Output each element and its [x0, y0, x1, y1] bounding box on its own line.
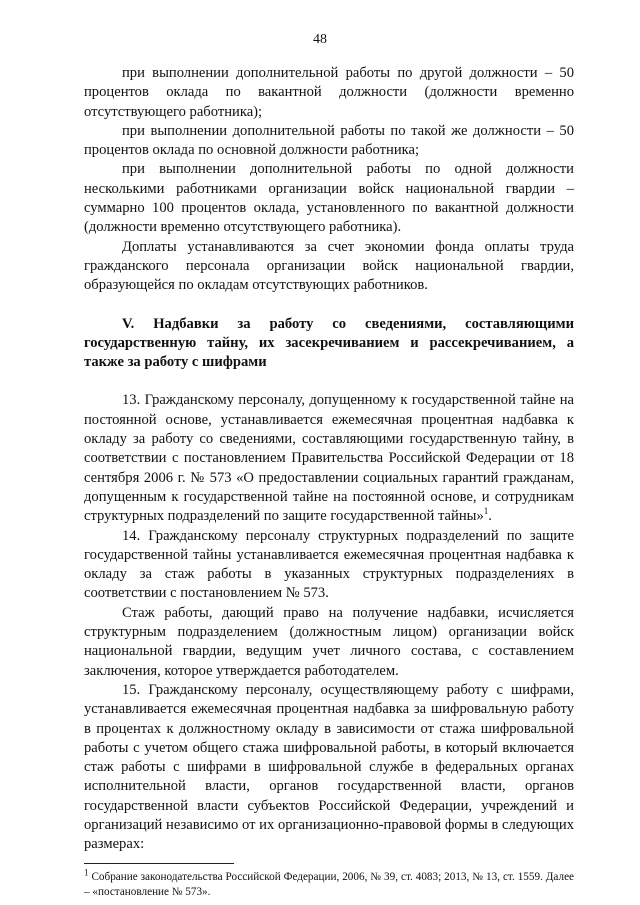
- paragraph-service-length: Стаж работы, дающий право на получение надбавки, исчисляется структурным подразделением (должностным лицом) организации войск национальной гвардии, ведущим учет личного состава, с составлением заключения, которое утверждается работодателем.: [84, 604, 574, 679]
- page-number: 48: [313, 32, 327, 47]
- page-content: [84, 64, 574, 900]
- footnote-text: Собрание законодательства Российской Федерации, 2006, № 39, ст. 4083; 2013, № 13, ст. 1559. Далее – «постановление № 573».: [84, 870, 575, 898]
- paragraph-additional-other-position: при выполнении дополнительной работы по другой должности – 50 процентов оклада по вакантной должности (должности временно отсутствующего работника);: [84, 65, 574, 120]
- paragraph-additional-same-position: при выполнении дополнительной работы по такой же должности – 50 процентов оклада по основной должности работника;: [84, 122, 574, 159]
- paragraph-14: 14. Гражданскому персоналу структурных подразделений по защите государственной тайны устанавливается ежемесячная процентная надбавка к окладу за стаж работы в указанных структурных подразделениях в соответствии с постановлением № 573.: [84, 527, 574, 602]
- paragraph-13-text: 13. Гражданскому персоналу, допущенному к государственной тайне на постоянной основе, устанавливается ежемесячная процентная надбавка к окладу за работу со сведениями, составляющими государственную тайну, в соответствии с постановлением Правительства Российской Федерации от 18 сентября 2006 г. № 573 «О предоставлении социальных гарантий гражданам, допущенным к государственной тайне на постоянной основе, и сотрудникам структурных подразделений по защите государственной тайны»: [84, 392, 574, 525]
- footnote-divider: [84, 863, 234, 864]
- footnote: [84, 866, 575, 900]
- section-heading: V. Надбавки за работу со сведениями, составляющими государственную тайну, их засекречиванием и рассекречиванием, а также за работу с шифрами: [84, 315, 574, 371]
- paragraph-15: 15. Гражданскому персоналу, осуществляющему работу с шифрами, устанавливается ежемесячная процентная надбавка за шифровальную работу в процентах к должностному окладу в зависимости от стажа шифровальной работы с учетом общего стажа шифровальной работы, в который включается стаж работы с шифрами в шифровальной службе в федеральных органах исполнительной власти, органов государственной власти, органов государственной власти субъектов Российской Федерации, учреждений и организаций независимо от их организационно-правовой формы в следующих размерах:: [84, 681, 574, 853]
- paragraph-additional-several-workers: при выполнении дополнительной работы по одной должности несколькими работниками организации войск национальной гвардии – суммарно 100 процентов оклада, установленного по вакантной должности (должности временно отсутствующего работника).: [84, 161, 574, 236]
- paragraph-payment-source: Доплаты устанавливаются за счет экономии фонда оплаты труда гражданского персонала организации войск национальной гвардии, образующейся по окладам отсутствующих работников.: [84, 238, 574, 294]
- paragraph-13: 13. Гражданскому персоналу, допущенному к государственной тайне на постоянной основе, устанавливается ежемесячная процентная надбавка к окладу за работу со сведениями, составляющими государственную тайну, в соответствии с постановлением Правительства Российской Федерации от 18 сентября 2006 г. № 573 «О предоставлении социальных гарантий гражданам, допущенным к государственной тайне на постоянной основе, и сотрудникам структурных подразделений по защите государственной тайны»$^1$.: [84, 392, 574, 525]
- footnote-marker: 1: [84, 866, 89, 877]
- footnote-ref: 1: [483, 506, 489, 517]
